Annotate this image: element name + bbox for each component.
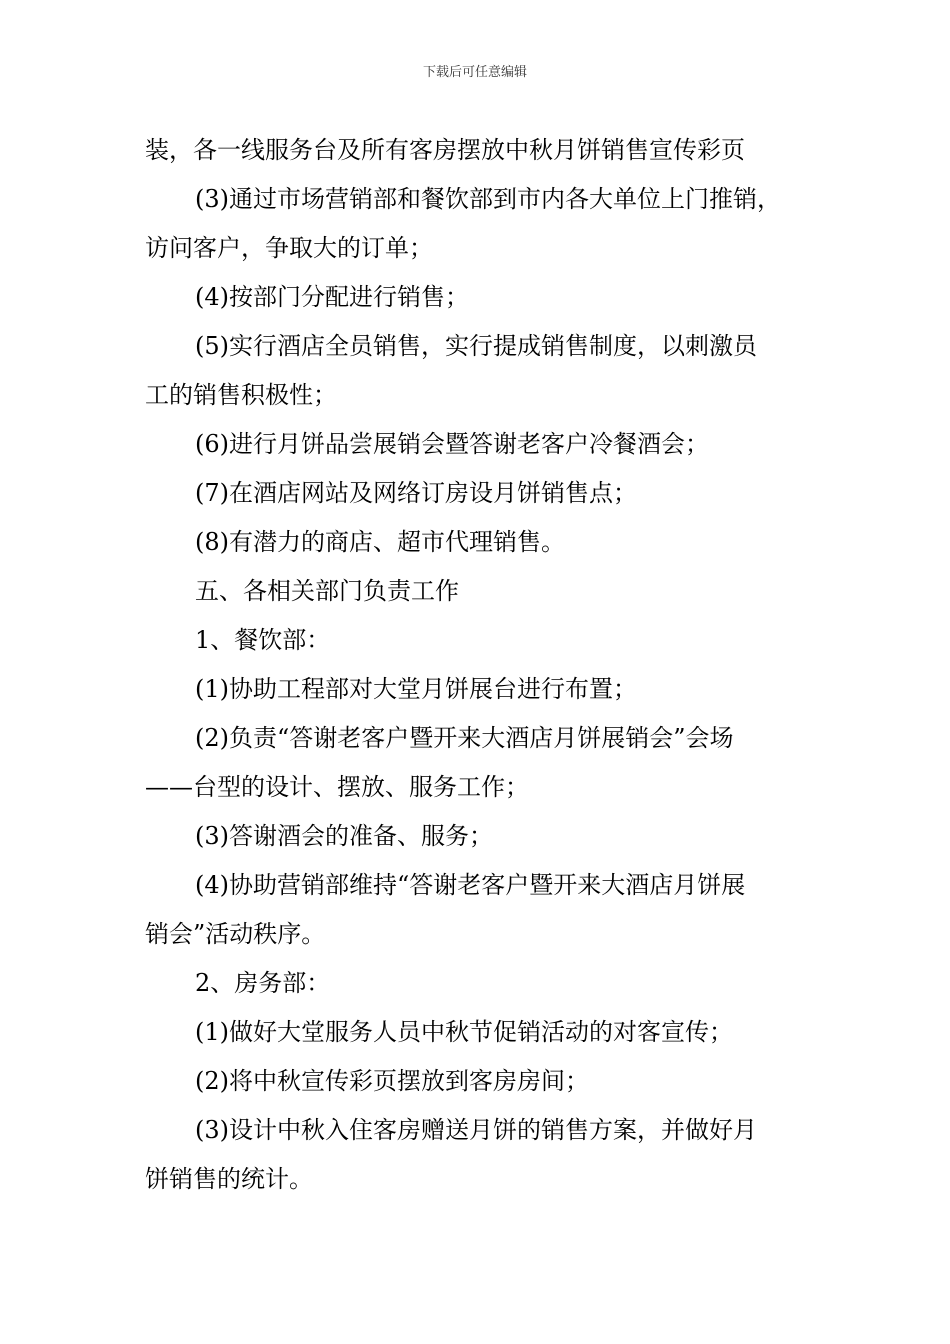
- text-line: (3)答谢酒会的准备、服务；: [195, 822, 493, 850]
- page-header: 下载后可任意编辑: [422, 65, 527, 80]
- paragraph: [145, 469, 825, 518]
- paragraph: [145, 126, 825, 175]
- subsection-heading: [145, 959, 825, 1008]
- text-line: (4)按部门分配进行销售；: [195, 283, 469, 311]
- paragraph: [145, 861, 825, 959]
- text-line: (3)设计中秋入住客房赠送月饼的销售方案，并做好月: [195, 1116, 757, 1144]
- text-line: 饼销售的统计。: [145, 1165, 313, 1193]
- paragraph: [145, 1057, 825, 1106]
- paragraph: [145, 665, 825, 714]
- text-line: (3)通过市场营销部和餐饮部到市内各大单位上门推销，: [195, 185, 781, 213]
- paragraph: [145, 1106, 825, 1204]
- paragraph: [145, 175, 825, 273]
- text-line: 1、餐饮部：: [195, 626, 331, 654]
- text-line: (1)做好大堂服务人员中秋节促销活动的对客宣传；: [195, 1018, 733, 1046]
- paragraph: [145, 518, 825, 567]
- text-line: (5)实行酒店全员销售，实行提成销售制度，以刺激员: [195, 332, 757, 360]
- text-line: 销会”活动秩序。: [145, 920, 326, 948]
- document-body: [145, 126, 825, 1204]
- text-line: 2、房务部：: [195, 969, 331, 997]
- text-line: 工的销售积极性；: [145, 381, 337, 409]
- text-line: (2)将中秋宣传彩页摆放到客房房间；: [195, 1067, 589, 1095]
- section-heading: [145, 567, 825, 616]
- paragraph: [145, 322, 825, 420]
- text-line: (7)在酒店网站及网络订房设月饼销售点；: [195, 479, 637, 507]
- text-line: 访问客户，争取大的订单；: [145, 234, 433, 262]
- text-line: 装，各一线服务台及所有客房摆放中秋月饼销售宣传彩页: [145, 136, 745, 164]
- paragraph: [145, 1008, 825, 1057]
- paragraph: [145, 812, 825, 861]
- text-line: (6)进行月饼品尝展销会暨答谢老客户冷餐酒会；: [195, 430, 709, 458]
- text-line: 五、各相关部门负责工作: [195, 577, 459, 605]
- text-line: ——台型的设计、摆放、服务工作；: [145, 773, 529, 801]
- text-line: (8)有潜力的商店、超市代理销售。: [195, 528, 565, 556]
- text-line: (2)负责“答谢老客户暨开来大酒店月饼展销会”会场: [195, 724, 734, 752]
- text-line: (4)协助营销部维持“答谢老客户暨开来大酒店月饼展: [195, 871, 746, 899]
- paragraph: [145, 420, 825, 469]
- paragraph: [145, 273, 825, 322]
- subsection-heading: [145, 616, 825, 665]
- paragraph: [145, 714, 825, 812]
- text-line: (1)协助工程部对大堂月饼展台进行布置；: [195, 675, 637, 703]
